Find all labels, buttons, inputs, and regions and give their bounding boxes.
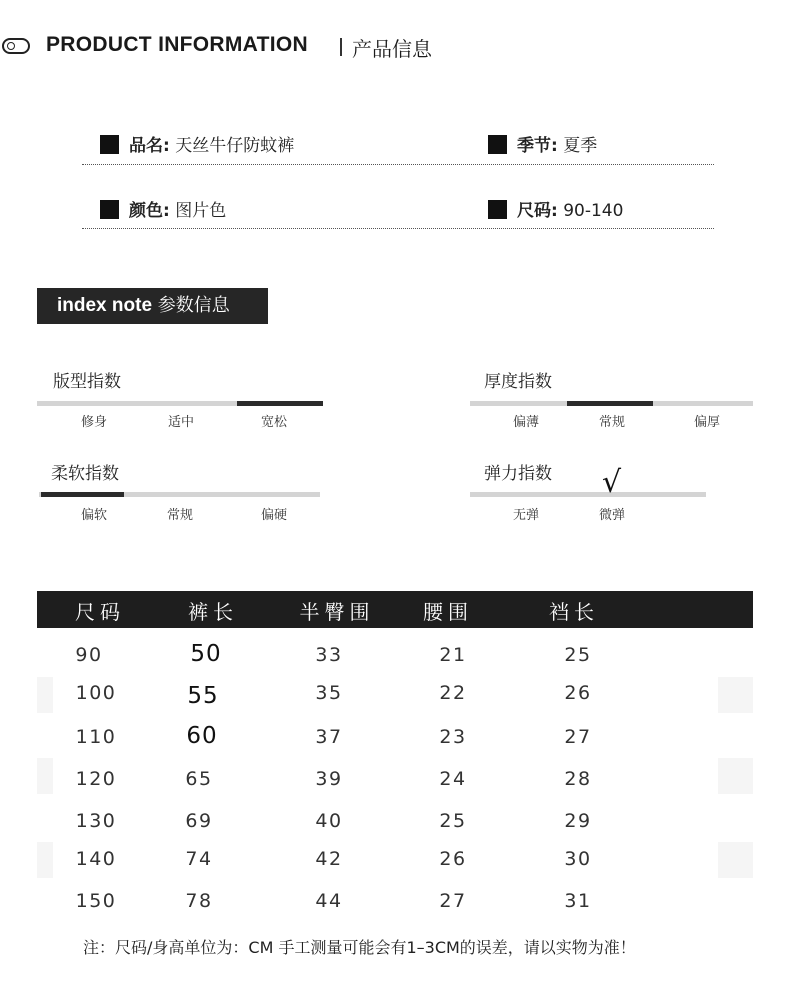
table-cell: 100 <box>75 682 117 704</box>
softness-index-track <box>39 492 320 497</box>
table-cell: 60 <box>186 723 218 749</box>
elasticity-option-selected: 微弹 <box>598 508 625 523</box>
dotted-divider <box>82 228 714 229</box>
col-header-rise: 裆长 <box>549 600 599 624</box>
info-name: 品名: 天丝牛仔防蚊裤 <box>100 131 294 156</box>
square-bullet-icon <box>488 135 507 154</box>
table-cell: 74 <box>185 848 213 870</box>
elasticity-index-track <box>470 492 706 497</box>
table-cell: 25 <box>564 644 592 666</box>
table-cell: 30 <box>564 848 592 870</box>
col-header-hip: 半臀围 <box>299 600 375 624</box>
table-cell: 27 <box>564 726 592 748</box>
softness-index-title: 柔软指数 <box>51 464 119 484</box>
thickness-index-selected <box>567 401 653 406</box>
softness-index-selected <box>41 492 124 497</box>
table-cell: 110 <box>75 726 117 748</box>
info-size: 尺码: 90-140 <box>488 196 623 221</box>
table-cell: 150 <box>75 890 117 912</box>
table-cell: 24 <box>439 768 467 790</box>
fit-index-track <box>37 401 323 406</box>
fit-option: 适中 <box>167 415 194 430</box>
square-bullet-icon <box>100 200 119 219</box>
table-cell: 27 <box>439 890 467 912</box>
table-cell: 22 <box>439 682 467 704</box>
softness-option: 常规 <box>166 508 193 523</box>
info-season: 季节: 夏季 <box>488 131 597 156</box>
table-cell: 120 <box>75 768 117 790</box>
col-header-waist: 腰围 <box>423 600 473 624</box>
background-patch <box>718 677 753 713</box>
table-cell: 23 <box>439 726 467 748</box>
index-note-banner: index note 参数信息 <box>37 288 268 324</box>
dotted-divider <box>82 164 714 165</box>
thickness-index-track <box>470 401 753 406</box>
thickness-option: 偏薄 <box>512 415 539 430</box>
toggle-icon <box>2 38 30 54</box>
table-cell: 130 <box>75 810 117 832</box>
measurement-note: 注：尺码/身高单位为：CM 手工测量可能会有1–3CM的误差，请以实物为准！ <box>83 938 636 957</box>
col-header-length: 裤长 <box>188 600 238 624</box>
softness-option-selected: 偏软 <box>80 508 107 523</box>
table-cell: 42 <box>315 848 343 870</box>
table-cell: 26 <box>564 682 592 704</box>
table-cell: 50 <box>190 641 222 667</box>
table-cell: 55 <box>187 683 219 709</box>
background-patch <box>718 758 753 794</box>
table-cell: 44 <box>315 890 343 912</box>
fit-option-selected: 宽松 <box>260 415 287 430</box>
table-cell: 140 <box>75 848 117 870</box>
header-title-en: PRODUCT INFORMATION <box>46 33 308 56</box>
info-color: 颜色: 图片色 <box>100 196 226 221</box>
elasticity-option: 无弹 <box>512 508 539 523</box>
thickness-index-title: 厚度指数 <box>484 372 552 392</box>
softness-option: 偏硬 <box>260 508 287 523</box>
fit-index-title: 版型指数 <box>53 372 121 392</box>
table-cell: 90 <box>75 644 103 666</box>
table-cell: 78 <box>185 890 213 912</box>
table-cell: 26 <box>439 848 467 870</box>
square-bullet-icon <box>100 135 119 154</box>
table-cell: 39 <box>315 768 343 790</box>
table-cell: 65 <box>185 768 213 790</box>
check-mark-icon: √ <box>602 465 622 500</box>
background-patch <box>718 842 753 878</box>
thickness-option-selected: 常规 <box>598 415 625 430</box>
table-cell: 33 <box>315 644 343 666</box>
table-cell: 37 <box>315 726 343 748</box>
col-header-size: 尺码 <box>75 600 125 624</box>
table-cell: 31 <box>564 890 592 912</box>
thickness-option: 偏厚 <box>693 415 720 430</box>
fit-index-selected <box>237 401 323 406</box>
square-bullet-icon <box>488 200 507 219</box>
table-cell: 35 <box>315 682 343 704</box>
table-cell: 21 <box>439 644 467 666</box>
elasticity-index-title: 弹力指数 <box>484 464 552 484</box>
fit-option: 修身 <box>80 415 107 430</box>
table-cell: 40 <box>315 810 343 832</box>
table-cell: 25 <box>439 810 467 832</box>
table-cell: 29 <box>564 810 592 832</box>
table-cell: 28 <box>564 768 592 790</box>
header-title-cn: 产品信息 <box>352 37 432 61</box>
header-divider <box>340 38 342 56</box>
table-cell: 69 <box>185 810 213 832</box>
